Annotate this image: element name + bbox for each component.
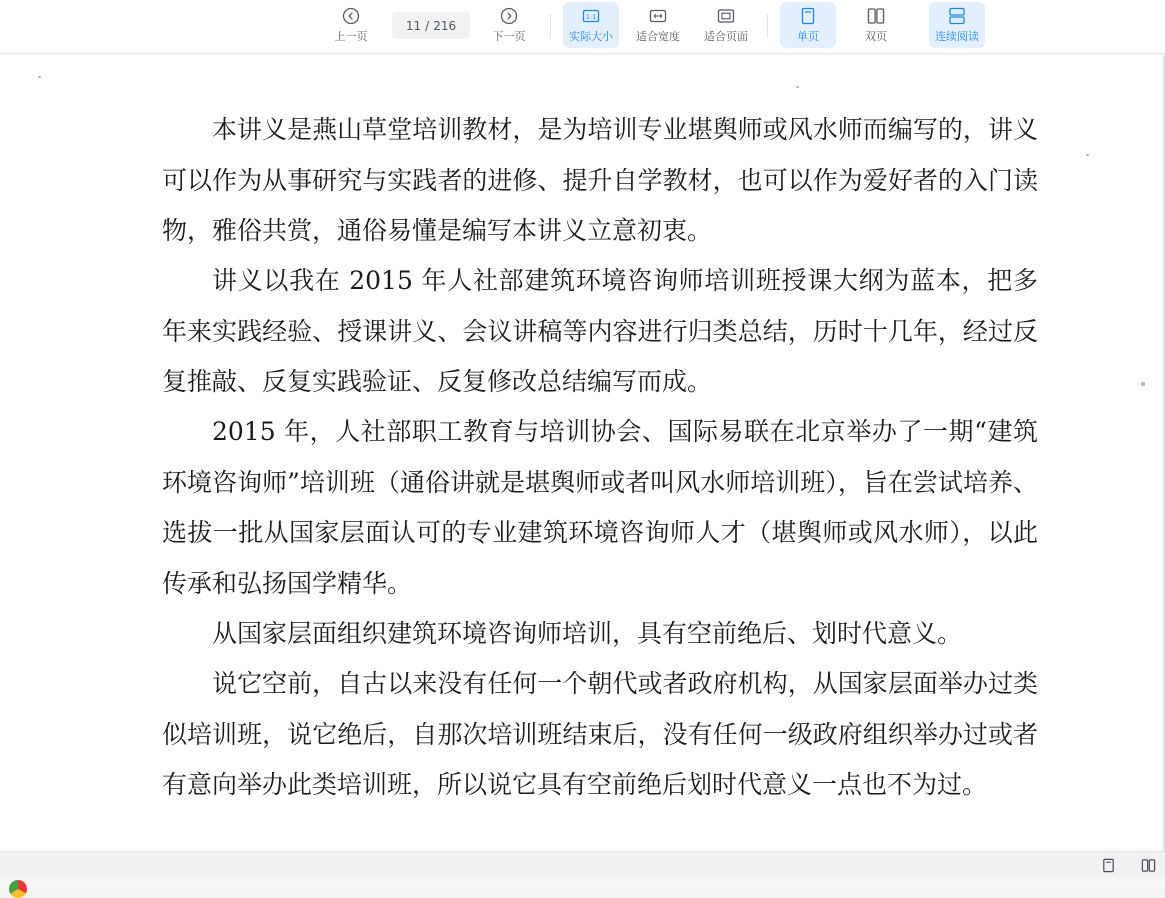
prev-page-button[interactable] <box>326 2 376 48</box>
double-page-label: 双页 <box>865 29 887 43</box>
next-page-button[interactable] <box>484 2 534 48</box>
current-page-number[interactable]: 11 <box>405 18 422 33</box>
continuous-reading-button[interactable] <box>929 2 985 48</box>
double-page-button[interactable] <box>848 2 904 48</box>
actual-size-label: 实际大小 <box>569 29 613 43</box>
scan-speck <box>1141 382 1145 386</box>
fit-page-label: 适合页面 <box>704 29 748 43</box>
svg-text:1:1: 1:1 <box>585 12 597 21</box>
scan-speck <box>796 86 799 88</box>
double-page-view-toggle[interactable] <box>1138 855 1158 875</box>
paragraph: 讲义以我在 2015 年人社部建筑环境咨询师培训班授课大纲为蓝本，把多年来实践经验、授课讲义、会议讲稿等内容进行归类总结，历时十几年，经过反复推敲、反复实践验证、反复修改总结编写而成。 <box>162 266 1038 396</box>
single-page-label: 单页 <box>797 29 819 43</box>
fit-page-button[interactable] <box>698 2 754 48</box>
viewer-toolbar <box>0 0 1165 54</box>
paragraph: 说它空前，自古以来没有任何一个朝代或者政府机构，从国家层面举办过类似培训班，说它绝后，自那次培训班结束后，没有任何一级政府组织举办过或者有意向举办此类培训班，所以说它具有空前绝后划时代意义一点也不为过。 <box>162 669 1038 799</box>
next-page-label: 下一页 <box>492 29 526 43</box>
prev-page-label: 上一页 <box>334 29 368 43</box>
page-separator: / <box>425 18 430 33</box>
paragraph: 2015 年，人社部职工教育与培训协会、国际易联在北京举办了一期“建筑环境咨询师”培训班（通俗讲就是堪舆师或者叫风水师培训班），旨在尝试培养、选拔一批从国家层面认可的专业建筑环境咨询师人才（堪舆师或风水师），以此传承和弘扬国学精华。 <box>162 417 1038 598</box>
single-page-view-toggle[interactable] <box>1098 855 1118 875</box>
single-page-icon <box>1101 858 1116 873</box>
total-pages: 216 <box>433 18 457 33</box>
actual-size-icon <box>582 7 600 25</box>
scan-speck <box>38 76 41 78</box>
fit-width-icon <box>649 7 667 25</box>
actual-size-button[interactable] <box>563 2 619 48</box>
chevron-right-circle-icon <box>500 7 518 25</box>
continuous-reading-label: 连续阅读 <box>935 29 979 43</box>
toolbar-divider <box>767 14 768 38</box>
fit-width-button[interactable] <box>630 2 686 48</box>
continuous-scroll-icon <box>948 7 966 25</box>
fit-page-icon <box>717 7 735 25</box>
double-page-icon <box>1141 858 1156 873</box>
scan-speck <box>1086 154 1089 156</box>
document-page <box>0 55 1165 851</box>
toolbar-divider <box>550 14 551 38</box>
page-number-box[interactable] <box>392 12 470 39</box>
single-page-icon <box>799 7 817 25</box>
double-page-icon <box>867 7 885 25</box>
taskbar-strip <box>0 877 1165 891</box>
bottom-status-bar <box>0 851 1165 877</box>
single-page-button[interactable] <box>780 2 836 48</box>
paragraph: 本讲义是燕山草堂培训教材，是为培训专业堪舆师或风水师而编写的，讲义可以作为从事研究与实践者的进修、提升自学教材，也可以作为爱好者的入门读物，雅俗共赏，通俗易懂是编写本讲义立意初衷。 <box>162 115 1038 245</box>
fit-width-label: 适合宽度 <box>636 29 680 43</box>
paragraph: 从国家层面组织建筑环境咨询师培训，具有空前绝后、划时代意义。 <box>212 619 963 648</box>
chevron-left-circle-icon <box>342 7 360 25</box>
app-tray-icon[interactable] <box>9 880 27 898</box>
